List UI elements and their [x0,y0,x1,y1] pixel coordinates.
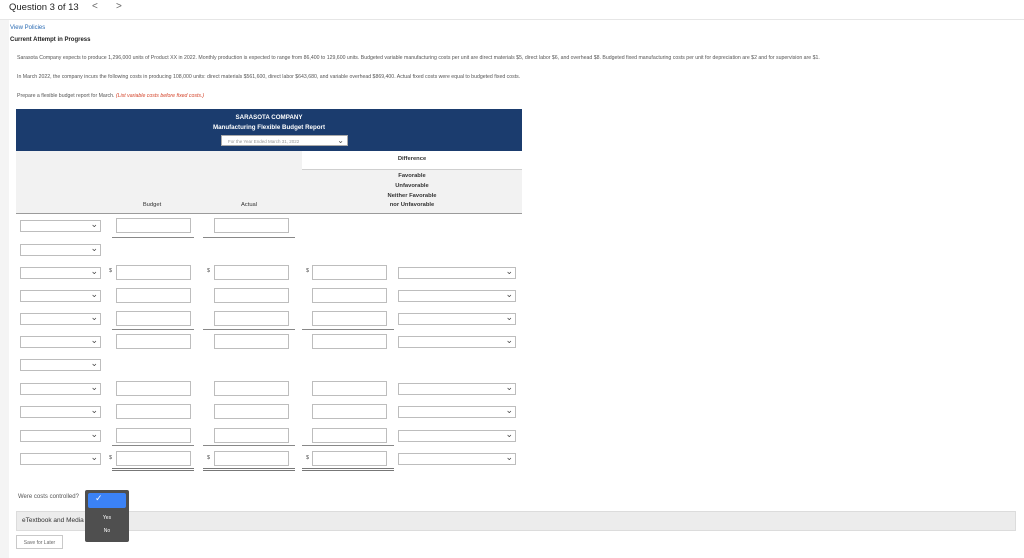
costs-controlled-question: Were costs controlled? [18,494,79,500]
report-header [16,109,522,151]
actual-input[interactable] [214,404,289,419]
actual-input[interactable] [214,218,289,233]
problem-line-3 [17,93,204,99]
chevron-down-icon: ⌄ [90,358,98,368]
budget-total-input[interactable] [116,451,191,466]
previous-question-icon[interactable]: < [92,1,98,12]
favorability-select[interactable] [398,430,516,442]
actual-input[interactable] [214,265,289,280]
double-underline [112,468,194,471]
next-question-icon[interactable]: > [116,1,122,12]
row-label-select[interactable] [20,336,101,348]
row-label-select[interactable] [20,383,101,395]
budget-input[interactable] [116,334,191,349]
actual-input[interactable] [214,288,289,303]
favorability-select[interactable] [398,336,516,348]
difference-input[interactable] [312,311,387,326]
underline [302,445,394,446]
dollar-sign: $ [207,455,211,461]
chevron-down-icon: ⌄ [90,266,98,276]
favorability-select[interactable] [398,267,516,279]
budget-input[interactable] [116,381,191,396]
double-underline [302,468,394,471]
row-label-select[interactable] [20,453,101,465]
difference-sub-neither: Neither Favorable [387,193,437,199]
chevron-down-icon: ⌄ [90,452,98,462]
actual-input[interactable] [214,334,289,349]
chevron-down-icon: ⌄ [90,335,98,345]
chevron-down-icon: ⌄ [90,243,98,253]
option-no[interactable]: No [103,528,111,534]
question-counter: Question 3 of 13 [9,2,79,13]
favorability-select[interactable] [398,406,516,418]
dollar-sign: $ [306,455,310,461]
underline [112,237,194,238]
selected-option[interactable] [88,493,126,508]
difference-sub-favorable: Favorable [398,173,426,179]
row-label-select[interactable] [20,430,101,442]
budget-input[interactable] [116,311,191,326]
chevron-down-icon: ⌄ [505,266,513,276]
actual-total-input[interactable] [214,451,289,466]
budget-column-header: Budget [142,202,162,208]
instruction-note: (List variable costs before fixed costs.) [115,93,205,99]
difference-input[interactable] [312,404,387,419]
chevron-down-icon: ⌄ [90,429,98,439]
underline [203,329,295,330]
row-label-select[interactable] [20,313,101,325]
row-label-select[interactable] [20,220,101,232]
row-label-select[interactable] [20,290,101,302]
problem-line-1: Sarasota Company expects to produce 1,296,000 units of Product XX in 2022. Monthly production is expected to range from 86,400 to 129,600 units. Budgeted variable manufacturing costs per unit are direct materials $5, direct labor $6, and overhead $8. Budgeted fixed manufacturing costs per unit for depreciation are $2 and for supervision are $1. [17,55,820,61]
difference-input[interactable] [312,428,387,443]
company-name: SARASOTA COMPANY [235,114,303,121]
etextbook-bar[interactable] [16,511,1016,531]
difference-header: Difference [397,156,427,162]
option-yes[interactable]: Yes [102,515,112,521]
underline [302,329,394,330]
view-policies-link[interactable]: View Policies [10,25,46,31]
difference-total-input[interactable] [312,451,387,466]
actual-input[interactable] [214,428,289,443]
period-select-value: For the Year Ended March 31, 2022 [228,139,300,144]
yes-no-dropdown-menu[interactable] [85,490,129,542]
chevron-down-icon: ⌄ [505,335,513,345]
underline [203,445,295,446]
chevron-down-icon: ⌄ [90,312,98,322]
row-label-select[interactable] [20,406,101,418]
row-label-select[interactable] [20,359,101,371]
actual-input[interactable] [214,311,289,326]
chevron-down-icon: ⌄ [90,289,98,299]
budget-input[interactable] [116,288,191,303]
checkmark-icon: ✓ [95,493,103,503]
chevron-down-icon: ⌄ [90,382,98,392]
top-bar [0,0,1024,20]
instruction-text: Prepare a flexible budget report for March. [17,93,115,99]
difference-input[interactable] [312,265,387,280]
chevron-down-icon: ⌄ [505,405,513,415]
problem-line-2: In March 2022, the company incurs the following costs in producing 108,000 units: direct materials $561,600, direct labor $643,680, and variable overhead $869,400. Actual fixed costs were equal to budgeted fixed costs. [17,74,521,80]
difference-sub-nor: nor Unfavorable [389,202,435,208]
difference-input[interactable] [312,334,387,349]
save-for-later-button[interactable]: Save for Later [16,535,63,549]
budget-input[interactable] [116,265,191,280]
favorability-select[interactable] [398,383,516,395]
underline [112,445,194,446]
period-select[interactable] [221,135,348,146]
difference-input[interactable] [312,288,387,303]
chevron-down-icon: ⌄ [90,219,98,229]
dollar-sign: $ [306,268,310,274]
chevron-down-icon: ⌄ [505,312,513,322]
chevron-down-icon: ⌄ [505,429,513,439]
favorability-select[interactable] [398,290,516,302]
budget-input[interactable] [116,218,191,233]
attempt-status: Current Attempt in Progress [10,37,91,43]
difference-input[interactable] [312,381,387,396]
favorability-select[interactable] [398,313,516,325]
dollar-sign: $ [109,455,113,461]
etextbook-link[interactable]: eTextbook and Media [22,517,84,524]
budget-input[interactable] [116,404,191,419]
double-underline [203,468,295,471]
row-label-select[interactable] [20,244,101,256]
dollar-sign: $ [207,268,211,274]
row-label-select[interactable] [20,267,101,279]
chevron-down-icon: ⌄ [505,452,513,462]
chevron-down-icon: ⌄ [505,382,513,392]
dollar-sign: $ [109,268,113,274]
chevron-down-icon: ⌄ [90,405,98,415]
actual-input[interactable] [214,381,289,396]
difference-sub-unfavorable: Unfavorable [395,183,429,189]
underline [112,329,194,330]
underline [203,237,295,238]
favorability-select[interactable] [398,453,516,465]
report-title: Manufacturing Flexible Budget Report [212,124,326,131]
chevron-down-icon: ⌄ [337,136,344,145]
divider [302,169,522,170]
chevron-down-icon: ⌄ [505,289,513,299]
budget-input[interactable] [116,428,191,443]
actual-column-header: Actual [240,202,258,208]
